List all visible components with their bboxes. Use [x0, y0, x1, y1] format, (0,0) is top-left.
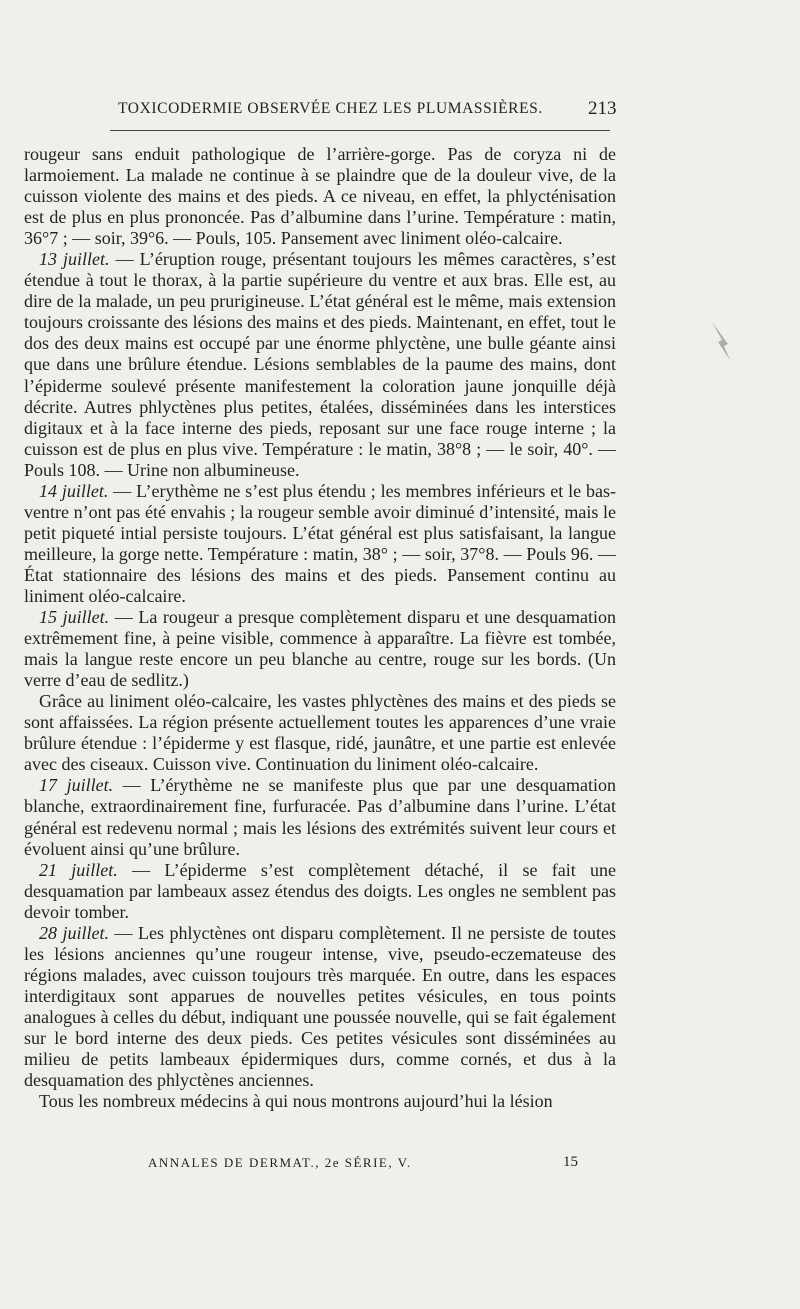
header-rule	[110, 130, 610, 131]
paragraph-text: Grâce au liniment oléo-calcaire, les vastes phlyctènes des mains et des pieds se sont affaissées. La région présente actuellement toutes les apparences d’une vraie brûlure étendue : l’épiderme y est flasque, ridé, jaunâtre, et une partie est enlevée avec des ciseaux. Cuisson vive. Continuation du liniment oléo-calcaire.	[24, 691, 616, 775]
printer-signature: ANNALES DE DERMAT., 2e SÉRIE, V.	[148, 1155, 412, 1170]
paragraph-text: — L’erythème ne s’est plus étendu ; les membres inférieurs et le bas-ventre n’ont pas été envahis ; la rougeur semble avoir diminué d’intensité, mais le petit piqueté intial persiste toujours. L’état général est plus satisfaisant, la langue meilleure, la gorge nette. Température : matin, 38° ; — soir, 37°8. — Pouls 96. — État stationnaire des lésions des mains et des pieds. Pansement continu au liniment oléo-calcaire.	[24, 480, 616, 606]
paragraph	[24, 607, 616, 691]
paragraph-text: — L’érythème ne se manifeste plus que par une desquamation blanche, extraordinairement fine, furfuracée. Pas d’albumine dans l’urine. L’état général est redevenu normal ; mais les lésions des extrémités suivent leur cours et évoluent ainsi qu’une brûlure.	[24, 775, 616, 859]
paragraph-text: — Les phlyctènes ont disparu complètement. Il ne persiste de toutes les lésions anciennes qu’une rougeur intense, vive, pseudo-eczemateuse des régions malades, avec cuisson toujours très marquée. En outre, dans les espaces interdigitaux sont apparues de nouvelles petites vésicules, en tous points analogues à celles du début, indiquant une poussée nouvelle, qui se fait également sur le bord interne des deux pieds. Ces petites vésicules sont disséminées au milieu de petits lambeaux épidermiques durs, comme cornés, et dus à la desquamation des phlyctènes anciennes.	[24, 922, 617, 1091]
paragraph	[24, 860, 616, 923]
date-label: 13 juillet.	[39, 249, 110, 270]
paragraph	[24, 249, 616, 481]
page-number: 213	[588, 98, 617, 119]
ink-speck-mark	[708, 320, 742, 364]
paragraph	[24, 481, 616, 607]
date-label: 15 juillet.	[39, 607, 110, 628]
paragraph-text: Tous les nombreux médecins à qui nous montrons aujourd’hui la lésion	[39, 1091, 553, 1112]
paragraph-text: — L’épiderme s’est complètement détaché, il se fait une desquamation par lambeaux assez étendus des doigts. Les ongles ne semblent pas devoir tomber.	[24, 859, 616, 922]
date-label: 28 juillet.	[39, 922, 110, 943]
paragraph	[24, 775, 616, 859]
paragraph	[24, 1091, 616, 1112]
paragraph	[24, 144, 616, 249]
paragraph-text: rougeur sans enduit pathologique de l’arrière-gorge. Pas de coryza ni de larmoiement. La malade ne continue à se plaindre que de la douleur vive, de la cuisson violente des mains et des pieds. A ce niveau, en effet, la phlycténisation est de plus en plus prononcée. Pas d’albumine dans l’urine. Température : matin, 36°7 ; — soir, 39°6. — Pouls, 105. Pansement avec liniment oléo-calcaire.	[24, 144, 616, 249]
paragraph	[24, 923, 616, 1091]
running-title: TOXICODERMIE OBSERVÉE CHEZ LES PLUMASSIÈRES.	[118, 100, 543, 117]
date-label: 14 juillet.	[39, 480, 109, 501]
date-label: 17 juillet.	[39, 775, 114, 796]
date-label: 21 juillet.	[39, 859, 118, 880]
signature-number: 15	[563, 1154, 578, 1170]
paragraph-text: — La rougeur a presque complètement disparu et une desquamation extrêmement fine, à peine visible, commence à apparaître. La fièvre est tombée, mais la langue reste encore un peu blanche au centre, rouge sur les bords. (Un verre d’eau de sedlitz.)	[24, 607, 616, 691]
body-text	[24, 144, 616, 1112]
paragraph	[24, 691, 616, 775]
paragraph-text: — L’éruption rouge, présentant toujours les mêmes caractères, s’est étendue à tout le thorax, à la partie supérieure du ventre et aux bras. Elle est, au dire de la malade, un peu prurigineuse. L’état général est le même, mais extension toujours croissante des lésions des mains et des pieds. Maintenant, en effet, tout le dos des deux mains est occupé par une énorme phlyctène, une bulle géante ainsi que dans une brûlure étendue. Lésions semblables de la paume des mains, dont l’épiderme soulevé présente manifestement la coloration jaune jonquille déjà décrite. Autres phlyctènes plus petites, étalées, disséminées dans les interstices digitaux et à la face interne des pieds, reposant sur une face rouge interne ; la cuisson est de plus en plus vive. Température : le matin, 38°8 ; — le soir, 40°. — Pouls 108. — Urine non albumineuse.	[24, 249, 616, 480]
